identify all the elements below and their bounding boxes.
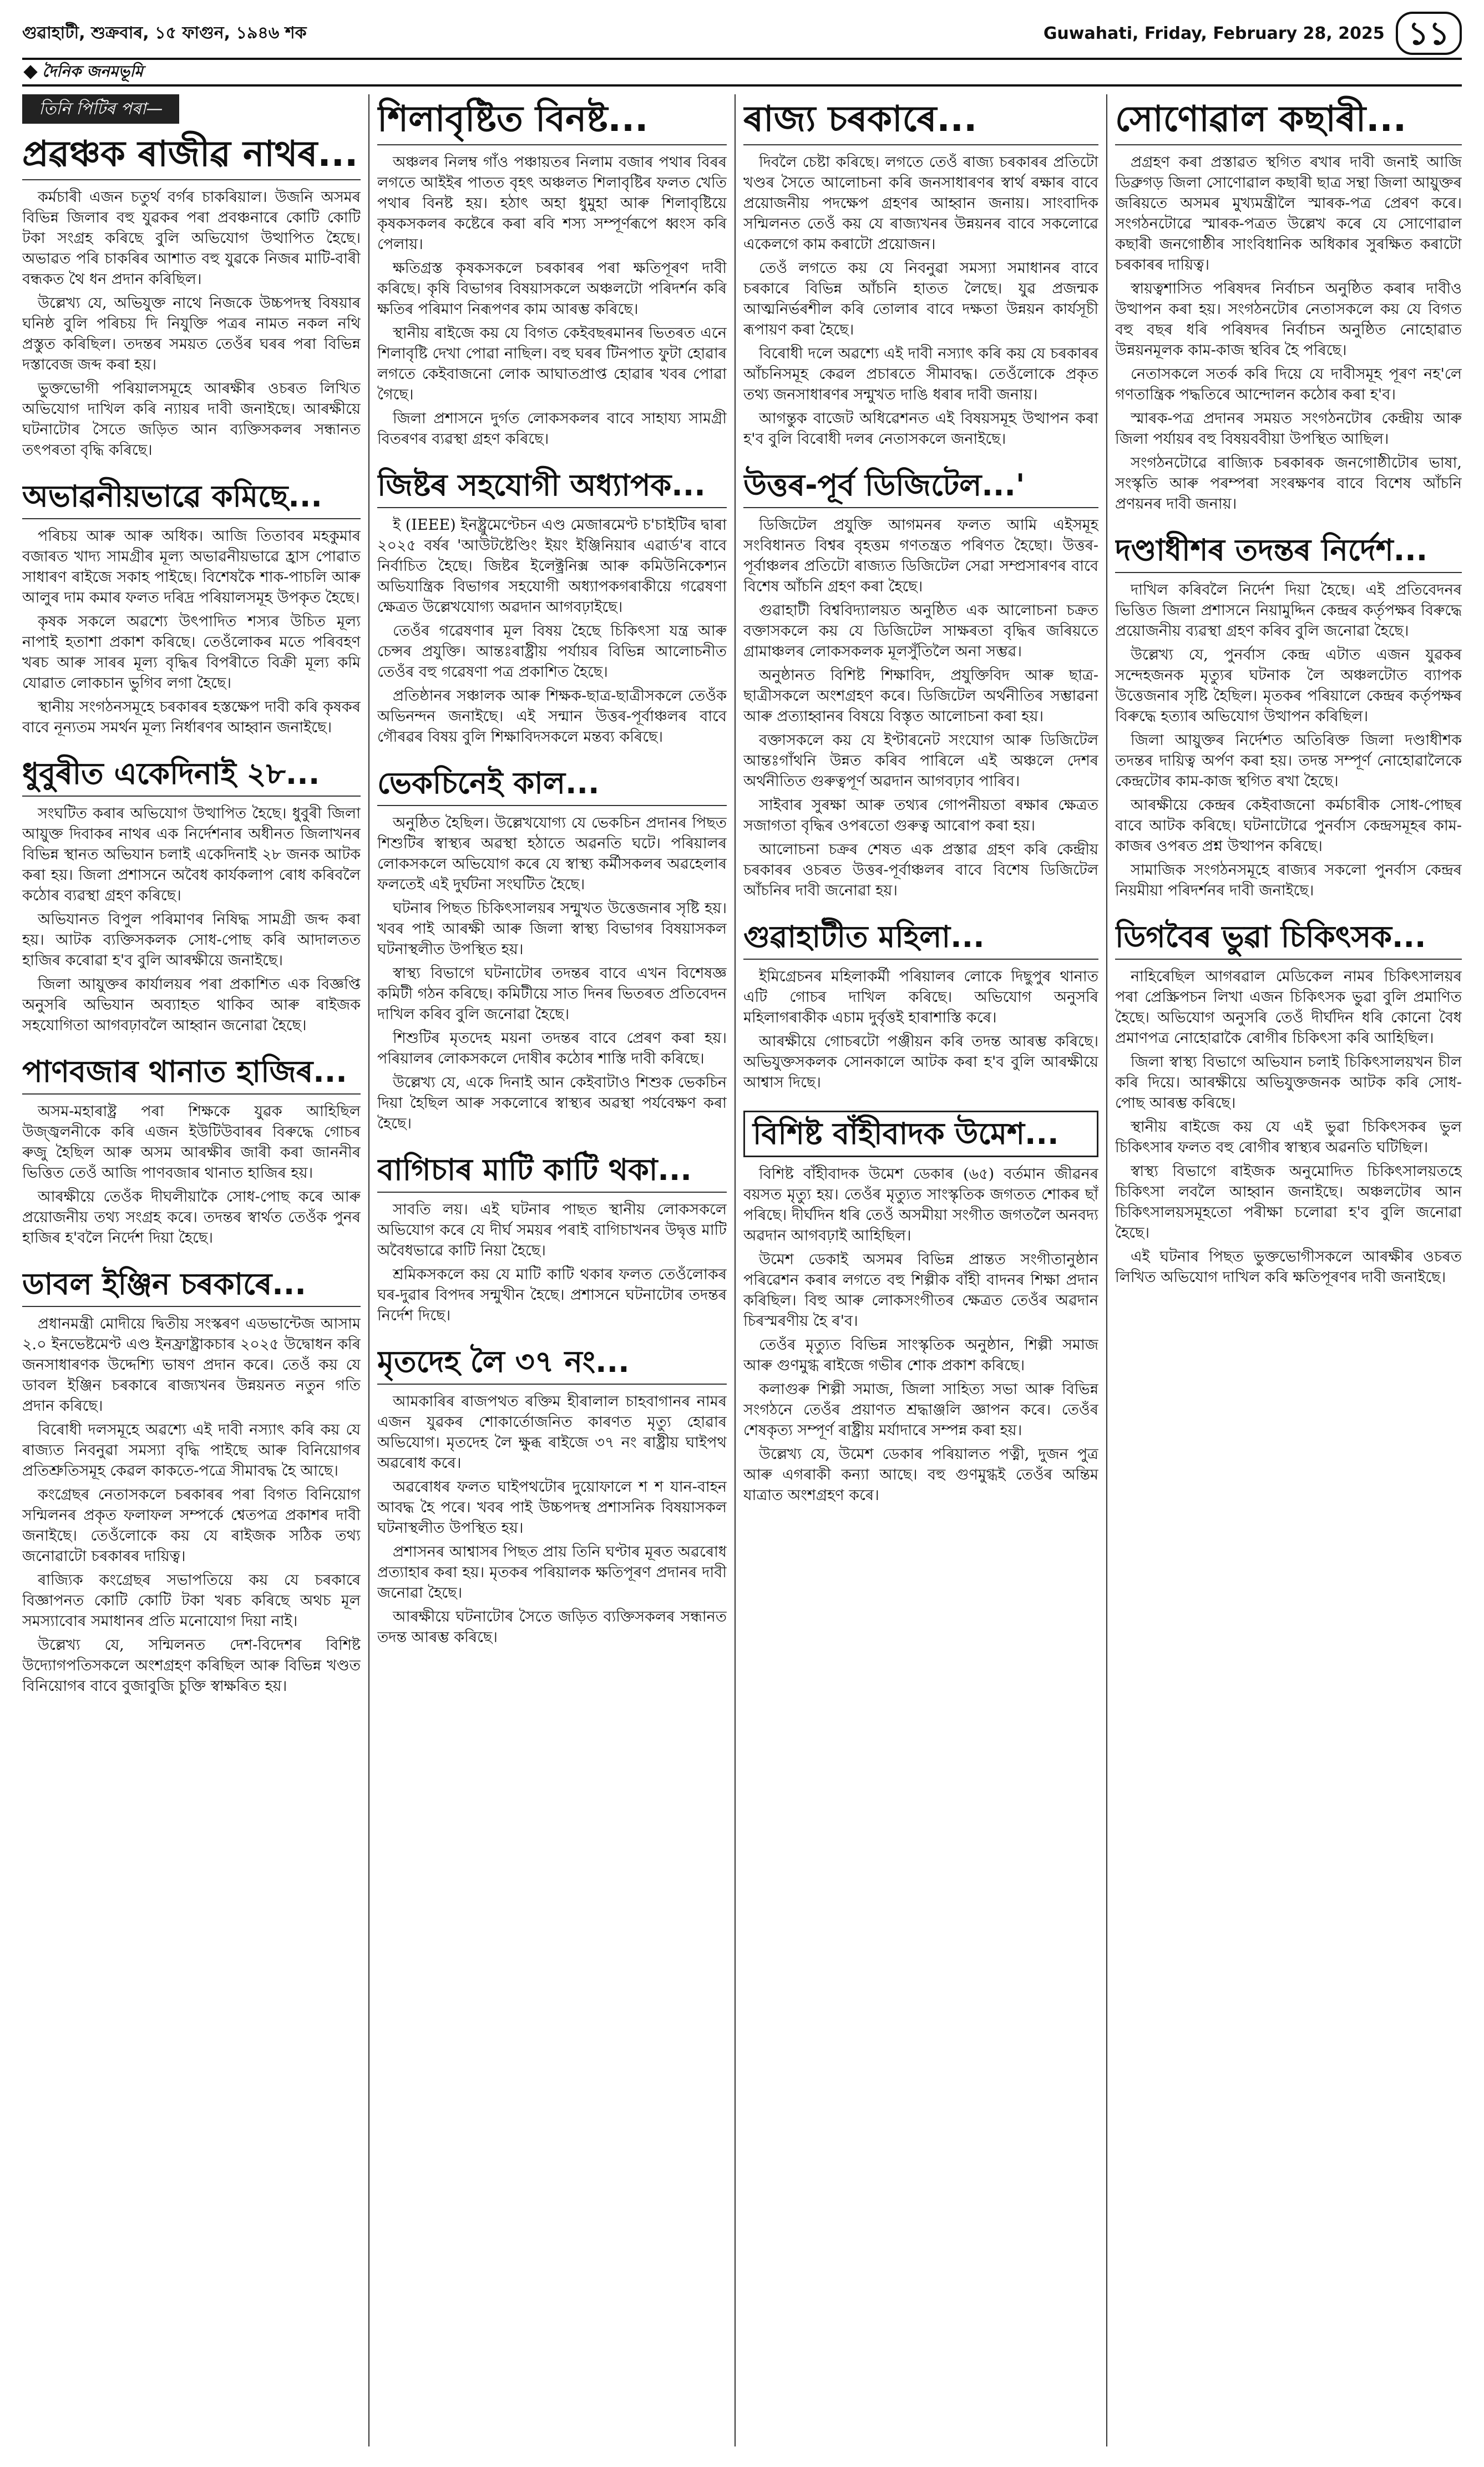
article-headline: পাণবজাৰ থানাত হাজিৰ... xyxy=(22,1053,361,1095)
article-headline: ৰাজ্য চৰকাৰে... xyxy=(743,98,1098,145)
column-4 xyxy=(1115,94,1462,2446)
article-headline: উত্তৰ-পূৰ্ব ডিজিটেল...' xyxy=(743,467,1098,508)
article-headline: বিশিষ্ট বাঁহীবাদক উমেশ... xyxy=(743,1111,1098,1157)
news-article xyxy=(377,1344,727,1651)
article-paragraph: সংঘটিত কৰাৰ অভিযোগ উত্থাপিত হৈছে। ধুবুৰী জিলা আয়ুক্ত দিবাকৰ নাথৰ এক নিৰ্দেশনাৰ অধীনত জিলাখনৰ বিভিন্ন স্থানত অভিযান চলাই একেদিনাই ২৮ জনক আটক কৰা হয়। জিলা প্ৰশাসনে অবৈধ কাৰ্যকলাপ ৰোধ কৰিবলৈ কঠোৰ ব্যৱস্থা গ্ৰহণ কৰিছে। xyxy=(22,805,361,904)
article-body xyxy=(22,1101,361,1252)
article-paragraph: স্মাৰক-পত্ৰ প্ৰদানৰ সময়ত সংগঠনটোৰ কেন্দ্ৰীয় আৰু জিলা পৰ্যায়ৰ বহু বিষয়ববীয়া উপস্থিত আছিল। xyxy=(1115,410,1462,448)
article-headline: ডিগবৈৰ ভুৱা চিকিৎসক... xyxy=(1115,919,1462,960)
news-article xyxy=(22,1266,361,1700)
article-paragraph: ইমিগ্ৰেচনৰ মহিলাকৰ্মী পৰিয়ালৰ লোকে দিছুপুৰ থানাত এটি গোচৰ দাখিল কৰিছে। অভিযোগ অনুসৰি মহিলাগৰাকীক এচাম দুৰ্বৃত্তই হাৰাশাস্তি কৰে। xyxy=(743,968,1098,1026)
news-article xyxy=(1115,532,1462,904)
article-paragraph: অসম-মহাৰাষ্ট্ৰ পৰা শিক্ষকে যুৱক আহিছিল উজ্জ্বলনীকে কৰি এজন ইউটিউবাৰৰ বিৰুদ্ধে গোচৰ ৰুজু হৈছিল আৰু অসম আৰক্ষীৰ জাৰী কৰা জাননীৰ ভিত্তিত তেওঁ আজি পাণবজাৰ থানাত হাজিৰ হয়। xyxy=(22,1103,361,1182)
article-paragraph: দাখিল কৰিবলৈ নিৰ্দেশ দিয়া হৈছে। এই প্ৰতিবেদনৰ ভিত্তিত জিলা প্ৰশাসনে নিয়ামুদ্দিন কেন্দ্ৰৰ কৰ্তৃপক্ষৰ বিৰুদ্ধে প্ৰয়োজনীয় ব্যৱস্থা গ্ৰহণ কৰিব বুলি জনোৱা হৈছে। xyxy=(1115,581,1462,640)
news-article xyxy=(1115,98,1462,518)
article-paragraph: আৰক্ষীয়ে ঘটনাটোৰ সৈতে জড়িত ব্যক্তিসকলৰ সন্ধানত তদন্ত আৰম্ভ কৰিছে। xyxy=(377,1608,727,1646)
article-paragraph: আমকাৰিৰ ৰাজপথত ৰক্তিম হীৰালাল চাহবাগানৰ নামৰ এজন যুৱকৰ শোকাৰ্তোজনিত কাৰণত মৃত্যু হোৱাৰ অভিযোগ। মৃতদেহ লৈ ক্ষুব্ধ ৰাইজে ৩৭ নং ৰাষ্ট্ৰীয় ঘাইপথ অৱৰোধ কৰে। xyxy=(377,1393,727,1472)
article-paragraph: ভুক্তভোগী পৰিয়ালসমূহে আৰক্ষীৰ ওচৰত লিখিত অভিযোগ দাখিল কৰি ন্যায়ৰ দাবী জনাইছে। আৰক্ষীয়ে ঘটনাটোৰ সৈতে জড়িত আন ব্যক্তিসকলৰ সন্ধানত তৎপৰতা বৃদ্ধি কৰিছে। xyxy=(22,380,361,459)
article-paragraph: নাহিৰেছিল আগৰৱাল মেডিকেল নামৰ চিকিৎসালয়ৰ পৰা প্ৰেস্ক্ৰিপচন লিখা এজন চিকিৎসক ভুৱা বুলি প্ৰমাণিত হৈছে। অভিযোগ অনুসৰি তেওঁ দীৰ্ঘদিন ধৰি কোনো বৈধ প্ৰমাণপত্ৰ নোহোৱাকৈ ৰোগীৰ চিকিৎসা কৰি আহিছিল। xyxy=(1115,968,1462,1047)
news-article xyxy=(22,133,361,464)
article-paragraph: উল্লেখ্য যে, একে দিনাই আন কেইবাটাও শিশুক ভেকচিন দিয়া হৈছিল আৰু সকলোৰে স্বাস্থ্যৰ অৱস্থা পৰ্যবেক্ষণ কৰা হৈছে। xyxy=(377,1074,727,1132)
article-paragraph: তেওঁৰ গৱেষণাৰ মূল বিষয় হৈছে চিকিৎসা যন্ত্ৰ আৰু চেন্সৰ প্ৰযুক্তি। আন্তঃৰাষ্ট্ৰীয় পৰ্যায়ৰ বিভিন্ন আলোচনীত তেওঁৰ বহু গৱেষণা পত্ৰ প্ৰকাশিত হৈছে। xyxy=(377,622,727,681)
article-body xyxy=(22,803,361,1039)
news-article xyxy=(377,467,727,751)
date-assamese: গুৱাহাটী, শুক্ৰবাৰ, ১৫ ফাগুন, ১৯৪৬ শক xyxy=(22,23,307,43)
news-article xyxy=(22,478,361,741)
section-bar xyxy=(22,58,1462,87)
article-paragraph: ই (IEEE) ইনষ্ট্ৰুমেণ্টেচন এণ্ড মেজাৰমেণ্ট চ'চাইটিৰ দ্বাৰা ২০২৫ বৰ্ষৰ 'আউটষ্টেণ্ডিং ইয়ং ইঞ্জিনিয়াৰ এৱাৰ্ড'ৰ বাবে নিৰ্বাচিত হৈছে। জিষ্টৰ ইলেক্ট্ৰনিক্স আৰু কমিউনিকেশ্যন অভিযান্ত্ৰিক বিভাগৰ সহযোগী অধ্যাপকগৰাকীয়ে গৱেষণা ক্ষেত্ৰত উল্লেখযোগ্য অৱদান আগবঢ়াইছে। xyxy=(377,516,727,616)
news-article xyxy=(1115,919,1462,1291)
article-paragraph: স্বাস্থ্য বিভাগে ঘটনাটোৰ তদন্তৰ বাবে এখন বিশেষজ্ঞ কমিটী গঠন কৰিছে। কমিটীয়ে সাত দিনৰ ভিতৰত প্ৰতিবেদন দাখিল কৰিব বুলি জনোৱা হৈছে। xyxy=(377,965,727,1023)
continued-kicker: তিনি পিটিৰ পৰা— xyxy=(22,94,179,124)
article-paragraph: সাবতি লয়। এই ঘটনাৰ পাছত স্থানীয় লোকসকলে অভিযোগ কৰে যে দীৰ্ঘ সময়ৰ পৰাই বাগিচাখনৰ উদ্বৃত্ত মাটি অবৈধভাৱে কাটি নিয়া হৈছে। xyxy=(377,1201,727,1259)
article-paragraph: তেওঁ লগতে কয় যে নিবনুৱা সমস্যা সমাধানৰ বাবে চৰকাৰে বিভিন্ন আঁচনি হাতত লৈছে। যুৱ প্ৰজন্মক আত্মনিৰ্ভৰশীল কৰি তোলাৰ বাবে দক্ষতা উন্নয়ন কাৰ্যসূচী ৰূপায়ণ কৰা হৈছে। xyxy=(743,260,1098,338)
article-paragraph: বক্তাসকলে কয় যে ইণ্টাৰনেট সংযোগ আৰু ডিজিটেল আন্তঃগাঁথনি উন্নত কৰিব পাৰিলে এই অঞ্চলে দেশৰ অৰ্থনীতিত গুৰুত্বপূৰ্ণ অৱদান আগবঢ়াব পাৰিব। xyxy=(743,732,1098,790)
article-headline: শিলাবৃষ্টিত বিনষ্ট... xyxy=(377,98,727,145)
column-divider xyxy=(368,94,369,2446)
article-paragraph: উল্লেখ্য যে, অভিযুক্ত নাথে নিজকে উচ্চপদস্থ বিষয়াৰ ঘনিষ্ঠ বুলি পৰিচয় দি নিযুক্তি পত্ৰৰ নামত নকল নথি প্ৰস্তুত কৰিছিল। তদন্তৰ সময়ত তেওঁৰ ঘৰৰ পৰা বিভিন্ন দস্তাবেজ জব্দ কৰা হয়। xyxy=(22,295,361,373)
article-body xyxy=(22,526,361,741)
article-paragraph: উল্লেখ্য যে, সন্মিলনত দেশ-বিদেশৰ বিশিষ্ট উদ্যোগপতিসকলে অংশগ্ৰহণ কৰিছিল আৰু বিভিন্ন খণ্ডত বিনিয়োগৰ বাবে বুজাবুজি চুক্তি স্বাক্ষৰিত হয়। xyxy=(22,1637,361,1695)
news-article xyxy=(377,1152,727,1329)
article-paragraph: অনুষ্ঠানত বিশিষ্ট শিক্ষাবিদ, প্ৰযুক্তিবিদ আৰু ছাত্ৰ-ছাত্ৰীসকলে অংশগ্ৰহণ কৰে। ডিজিটেল অৰ্থনীতিৰ সম্ভাৱনা আৰু প্ৰত্যাহ্বানৰ বিষয়ে বিস্তৃত আলোচনা কৰা হয়। xyxy=(743,667,1098,725)
article-paragraph: সাইবাৰ সুৰক্ষা আৰু তথ্যৰ গোপনীয়তা ৰক্ষাৰ ক্ষেত্ৰত সজাগতা বৃদ্ধিৰ ওপৰতো গুৰুত্ব আৰোপ কৰা হয়। xyxy=(743,797,1098,834)
page-number: ১১ xyxy=(1396,12,1462,55)
paper-name: দৈনিক জনমভূমি xyxy=(42,62,143,80)
article-paragraph: সামাজিক সংগঠনসমূহে ৰাজ্যৰ সকলো পুনৰ্বাস কেন্দ্ৰৰ নিয়মীয়া পৰিদৰ্শনৰ দাবী জনাইছে। xyxy=(1115,862,1462,899)
article-body xyxy=(22,1314,361,1700)
article-paragraph: ক্ষতিগ্ৰস্ত কৃষকসকলে চৰকাৰৰ পৰা ক্ষতিপূৰণ দাবী কৰিছে। কৃষি বিভাগৰ বিষয়াসকলে অঞ্চলটো পৰিদৰ্শন কৰি ক্ষতিৰ পৰিমাণ নিৰূপণৰ কাম আৰম্ভ কৰিছে। xyxy=(377,260,727,318)
article-paragraph: জিলা প্ৰশাসনে দুৰ্গত লোকসকলৰ বাবে সাহায্য সামগ্ৰী বিতৰণৰ ব্যৱস্থা গ্ৰহণ কৰিছে। xyxy=(377,410,727,448)
article-body xyxy=(377,1391,727,1651)
news-article xyxy=(743,467,1098,904)
column-2 xyxy=(377,94,727,2446)
article-paragraph: ঘটনাৰ পিছত চিকিৎসালয়ৰ সন্মুখত উত্তেজনাৰ সৃষ্টি হয়। খবৰ পাই আৰক্ষী আৰু জিলা স্বাস্থ্য বিভাগৰ বিষয়াসকল ঘটনাস্থলীত উপস্থিত হয়। xyxy=(377,900,727,958)
article-paragraph: এই ঘটনাৰ পিছত ভুক্তভোগীসকলে আৰক্ষীৰ ওচৰত লিখিত অভিযোগ দাখিল কৰি ক্ষতিপূৰণৰ দাবী জনাইছে। xyxy=(1115,1248,1462,1286)
article-paragraph: আৰক্ষীয়ে গোচৰটো পঞ্জীয়ন কৰি তদন্ত আৰম্ভ কৰিছে। অভিযুক্তসকলক সোনকালে আটক কৰা হ'ব বুলি আৰক্ষীয়ে আশ্বাস দিছে। xyxy=(743,1033,1098,1091)
article-headline: ডাবল ইঞ্জিন চৰকাৰে... xyxy=(22,1266,361,1307)
article-body xyxy=(743,966,1098,1096)
news-article xyxy=(743,98,1098,453)
article-paragraph: কলাগুৰু শিল্পী সমাজ, জিলা সাহিত্য সভা আৰু বিভিন্ন সংগঠনে তেওঁৰ প্ৰয়াণত শ্ৰদ্ধাঞ্জলি জ্ঞাপন কৰে। তেওঁৰ শেষকৃত্য সম্পূৰ্ণ ৰাষ্ট্ৰীয় মৰ্যাদাৰে সম্পন্ন কৰা হয়। xyxy=(743,1381,1098,1439)
article-paragraph: আৰক্ষীয়ে তেওঁক দীঘলীয়াকৈ সোধ-পোছ কৰে আৰু প্ৰয়োজনীয় তথ্য সংগ্ৰহ কৰে। তদন্তৰ স্বাৰ্থত তেওঁক পুনৰ হাজিৰ হ'বলৈ নিৰ্দেশ দিয়া হৈছে। xyxy=(22,1188,361,1247)
article-body xyxy=(22,187,361,464)
date-english: Guwahati, Friday, February 28, 2025 xyxy=(1043,23,1385,43)
article-paragraph: বিৰোধী দলে অৱশ্যে এই দাবী নস্যাৎ কৰি কয় যে চৰকাৰৰ আঁচনিসমূহ কেৱল প্ৰচাৰতে সীমাবদ্ধ। তেওঁলোকে প্ৰকৃত তথ্য জনসাধাৰণৰ সন্মুখত দাঙি ধৰাৰ দাবী জনায়। xyxy=(743,345,1098,403)
masthead-right xyxy=(1044,12,1462,55)
article-body xyxy=(377,515,727,751)
column-divider xyxy=(735,94,736,2446)
masthead xyxy=(22,11,1462,55)
news-article xyxy=(377,98,727,453)
article-paragraph: কংগ্ৰেছৰ নেতাসকলে চৰকাৰৰ পৰা বিগত বিনিয়োগ সন্মিলনৰ প্ৰকৃত ফলাফল সম্পৰ্কে শ্বেতপত্ৰ প্ৰকাশৰ দাবী জনাইছে। তেওঁলোকে কয় যে ৰাইজক সঠিক তথ্য জনোৱাটো চৰকাৰৰ দায়িত্ব। xyxy=(22,1486,361,1565)
article-headline: সোণোৱাল কছাৰী... xyxy=(1115,98,1462,145)
news-article xyxy=(22,756,361,1039)
article-paragraph: স্থানীয় ৰাইজে কয় যে বিগত কেইবছৰমানৰ ভিতৰত এনে শিলাবৃষ্টি দেখা পোৱা নাছিল। বহু ঘৰৰ টিনপাত ফুটা হোৱাৰ লগতে কেইবাজনো লোক আঘাতপ্ৰাপ্ত হোৱাৰ খবৰ পোৱা গৈছে। xyxy=(377,325,727,403)
article-paragraph: আলোচনা চক্ৰৰ শেষত এক প্ৰস্তাৱ গ্ৰহণ কৰি কেন্দ্ৰীয় চৰকাৰৰ ওচৰত উত্তৰ-পূৰ্বাঞ্চলৰ বাবে বিশেষ ডিজিটেল আঁচনিৰ দাবী জনোৱা হয়। xyxy=(743,841,1098,899)
article-paragraph: অৱৰোধৰ ফলত ঘাইপথটোৰ দুয়োফালে শ শ যান-বাহন আবদ্ধ হৈ পৰে। খবৰ পাই উচ্চপদস্থ প্ৰশাসনিক বিষয়াসকল ঘটনাস্থলীত উপস্থিত হয়। xyxy=(377,1478,727,1537)
article-body xyxy=(1115,966,1462,1291)
article-paragraph: স্থানীয় সংগঠনসমূহে চৰকাৰৰ হস্তক্ষেপ দাবী কৰি কৃষকৰ বাবে নূন্যতম সমৰ্থন মূল্য নিৰ্ধাৰণৰ আহ্বান জনাইছে। xyxy=(22,698,361,736)
article-paragraph: স্থানীয় ৰাইজে কয় যে এই ভুৱা চিকিৎসকৰ ভুল চিকিৎসাৰ ফলত বহু ৰোগীৰ স্বাস্থ্যৰ অৱনতি ঘটিছিল। xyxy=(1115,1118,1462,1156)
article-headline: বাগিচাৰ মাটি কাটি থকা... xyxy=(377,1152,727,1193)
article-paragraph: আৰক্ষীয়ে কেন্দ্ৰৰ কেইবাজনো কৰ্মচাৰীক সোধ-পোছৰ বাবে আটক কৰিছে। ঘটনাটোৱে পুনৰ্বাস কেন্দ্ৰসমূহৰ কাম-কাজৰ ওপৰত প্ৰশ্ন উত্থাপন কৰিছে। xyxy=(1115,797,1462,855)
article-paragraph: জিলা স্বাস্থ্য বিভাগে অভিযান চলাই চিকিৎসালয়খন চীল কৰি দিয়ে। আৰক্ষীয়ে অভিযুক্তজনক আটক কৰি সোধ-পোছ আৰম্ভ কৰিছে। xyxy=(1115,1053,1462,1112)
article-paragraph: অনুষ্ঠিত হৈছিল। উল্লেখযোগ্য যে ভেকচিন প্ৰদানৰ পিছত শিশুটিৰ স্বাস্থ্যৰ অৱস্থা হঠাতে অৱনতি ঘটে। পৰিয়ালৰ লোকসকলে অভিযোগ কৰে যে স্বাস্থ্য কৰ্মীসকলৰ অৱহেলাৰ ফলতেই এই দুৰ্ঘটনা সংঘটিত হৈছে। xyxy=(377,814,727,893)
article-headline: ভেকচিনেই কাল... xyxy=(377,765,727,806)
article-paragraph: দিবলৈ চেষ্টা কৰিছে। লগতে তেওঁ ৰাজ্য চৰকাৰৰ প্ৰতিটো খণ্ডৰ সৈতে আলোচনা কৰি জনসাধাৰণৰ স্বাৰ্থ ৰক্ষাৰ বাবে প্ৰয়োজনীয় পদক্ষেপ গ্ৰহণৰ আহ্বান জনায়। সাংবাদিক সন্মিলনত তেওঁ কয় যে ৰাজ্যখনৰ উন্নয়নৰ বাবে সকলোৱে একেলগে কাম কৰাটো প্ৰয়োজন। xyxy=(743,154,1098,253)
article-body xyxy=(743,515,1098,904)
article-paragraph: ৰাজ্যিক কংগ্ৰেছৰ সভাপতিয়ে কয় যে চৰকাৰে বিজ্ঞাপনত কোটি কোটি টকা খৰচ কৰিছে অথচ মূল সমস্যাবোৰ সমাধানৰ প্ৰতি মনোযোগ দিয়া নাই। xyxy=(22,1572,361,1630)
article-paragraph: স্বায়ত্বশাসিত পৰিষদৰ নিৰ্বাচন অনুষ্ঠিত কৰাৰ দাবীও উত্থাপন কৰা হয়। সংগঠনটোৰ নেতাসকলে কয় যে বিগত বহু বছৰ ধৰি পৰিষদৰ নিৰ্বাচন অনুষ্ঠিত নোহোৱাত উন্নয়নমূলক কাম-কাজ স্থবিৰ হৈ পৰিছে। xyxy=(1115,280,1462,359)
diamond-icon xyxy=(23,65,37,79)
article-paragraph: অভিযানত বিপুল পৰিমাণৰ নিষিদ্ধ সামগ্ৰী জব্দ কৰা হয়। আটক ব্যক্তিসকলক সোধ-পোছ কৰি আদালতত হাজিৰ কৰোৱা হ'ব বুলি আৰক্ষীয়ে জনাইছে। xyxy=(22,911,361,969)
news-article xyxy=(743,919,1098,1096)
column-1 xyxy=(22,94,361,2446)
article-body xyxy=(1115,152,1462,518)
article-paragraph: নেতাসকলে সতৰ্ক কৰি দিয়ে যে দাবীসমূহ পূৰণ নহ'লে গণতান্ত্ৰিক পদ্ধতিৰে আন্দোলন কঠোৰ কৰা হ'ব। xyxy=(1115,366,1462,403)
news-article xyxy=(22,1053,361,1252)
article-paragraph: শিশুটিৰ মৃতদেহ ময়না তদন্তৰ বাবে প্ৰেৰণ কৰা হয়। পৰিয়ালৰ লোকসকলে দোষীৰ কঠোৰ শাস্তি দাবী কৰিছে। xyxy=(377,1030,727,1067)
article-paragraph: জিলা আয়ুক্তৰ কাৰ্যালয়ৰ পৰা প্ৰকাশিত এক বিজ্ঞপ্তি অনুসৰি অভিযান অব্যাহত থাকিব আৰু ৰাইজক সহযোগিতা আগবঢ়াবলৈ আহ্বান জনোৱা হৈছে। xyxy=(22,976,361,1034)
news-article xyxy=(743,1111,1098,1509)
article-body xyxy=(743,152,1098,453)
article-body xyxy=(743,1164,1098,1509)
article-paragraph: গুৱাহাটী বিশ্ববিদ্যালয়ত অনুষ্ঠিত এক আলোচনা চক্ৰত বক্তাসকলে কয় যে ডিজিটেল সাক্ষৰতা বৃদ্ধিৰ জৰিয়তে গ্ৰামাঞ্চলৰ লোকসকলক মূলসুঁতিলৈ অনা সম্ভৱ। xyxy=(743,602,1098,660)
news-article xyxy=(377,765,727,1137)
article-paragraph: অঞ্চলৰ নিলম্ব গাঁও পঞ্চায়তৰ নিলাম বজাৰ পথাৰ বিৰৰ লগতে আইইৰ পাতত বৃহৎ অঞ্চলত শিলাবৃষ্টিৰ ফলত খেতি পথাৰ বিনষ্ট হয়। হঠাৎ অহা ধুমুহা আৰু শিলাবৃষ্টিয়ে কৃষকসকলৰ কষ্টেৰে কৰা ৰবি শস্য সম্পূৰ্ণৰূপে ধ্বংস কৰি পেলায়। xyxy=(377,154,727,253)
article-body xyxy=(377,1199,727,1329)
article-paragraph: ডিজিটেল প্ৰযুক্তি আগমনৰ ফলত আমি এইসমূহ সংবিধানত বিশ্বৰ বৃহত্তম গণতন্ত্ৰত পৰিণত হৈছো। উত্তৰ-পূৰ্বাঞ্চলৰ প্ৰতিটো ৰাজ্যত ডিজিটেল সেৱা সম্প্ৰসাৰণৰ বাবে বিশেষ আঁচনি গ্ৰহণ কৰা হৈছে। xyxy=(743,516,1098,595)
column-3 xyxy=(743,94,1098,2446)
article-paragraph: পৰিচয় আৰু আৰু অধিক। আজি তিতাবৰ মহকুমাৰ বজাৰত খাদ্য সামগ্ৰীৰ মূল্য অভাৱনীয়ভাৱে হ্ৰাস পোৱাত সাধাৰণ ৰাইজে সকাহ পাইছে। বিশেষকৈ শাক-পাচলি আৰু আলুৰ দাম কমাৰ ফলত দৰিদ্ৰ পৰিয়ালসমূহ উপকৃত হৈছে। xyxy=(22,528,361,606)
article-paragraph: প্ৰতিষ্ঠানৰ সঞ্চালক আৰু শিক্ষক-ছাত্ৰ-ছাত্ৰীসকলে তেওঁক অভিনন্দন জনাইছে। এই সন্মান উত্তৰ-পূৰ্বাঞ্চলৰ বাবে গৌৰৱৰ বিষয় বুলি শিক্ষাবিদসকলে মন্তব্য কৰিছে। xyxy=(377,687,727,746)
article-headline: প্ৰৱঞ্চক ৰাজীৱ নাথৰ... xyxy=(22,133,361,180)
article-headline: মৃতদেহ লৈ ৩৭ নং... xyxy=(377,1344,727,1385)
article-paragraph: প্ৰগ্ৰহণ কৰা প্ৰস্তাৱত স্থগিত ৰখাৰ দাবী জনাই আজি ডিব্ৰুগড় জিলা সোণোৱাল কছাৰী ছাত্ৰ সন্থা জিলা আয়ুক্তৰ জৰিয়তে অসমৰ মুখ্যমন্ত্ৰীলৈ স্মাৰক-পত্ৰ প্ৰেৰণ কৰে। সংগঠনটোৱে স্মাৰক-পত্ৰত উল্লেখ কৰে যে সোণোৱাল কছাৰী জনগোষ্ঠীৰ সাংবিধানিক অধিকাৰ সুৰক্ষিত কৰাটো চৰকাৰৰ দায়িত্ব। xyxy=(1115,154,1462,273)
article-headline: গুৱাহাটীত মহিলা... xyxy=(743,919,1098,960)
article-paragraph: স্বাস্থ্য বিভাগে ৰাইজক অনুমোদিত চিকিৎসালয়তহে চিকিৎসা লবলৈ আহ্বান জনাইছে। অঞ্চলটোৰ আন চিকিৎসালয়সমূহতো পৰীক্ষা চলোৱা হ'ব বুলি জনোৱা হৈছে। xyxy=(1115,1163,1462,1242)
article-paragraph: প্ৰশাসনৰ আশ্বাসৰ পিছত প্ৰায় তিনি ঘণ্টাৰ মূৰত অৱৰোধ প্ৰত্যাহাৰ কৰা হয়। মৃতকৰ পৰিয়ালক ক্ষতিপূৰণ প্ৰদানৰ দাবী জনোৱা হৈছে। xyxy=(377,1543,727,1602)
article-paragraph: জিলা আয়ুক্তৰ নিৰ্দেশত অতিৰিক্ত জিলা দণ্ডাধীশক তদন্তৰ দায়িত্ব অৰ্পণ কৰা হয়। তদন্ত সম্পূৰ্ণ নোহোৱালৈকে কেন্দ্ৰটোৰ কাম-কাজ স্থগিত ৰখা হৈছে। xyxy=(1115,732,1462,790)
article-paragraph: কৰ্মচাৰী এজন চতুৰ্থ বৰ্গৰ চাকৰিয়াল। উজনি অসমৰ বিভিন্ন জিলাৰ বহু যুৱকৰ পৰা প্ৰবঞ্চনাৰে কোটি কোটি টকা সংগ্ৰহ কৰিছে বুলি অভিযোগ উত্থাপিত হৈছে। অভাৱত পৰি চাকৰিৰ আশাত বহু যুৱকে নিজৰ মাটি-বাৰী বন্ধকত থৈ ধন প্ৰদান কৰিছিল। xyxy=(22,189,361,288)
article-body xyxy=(377,813,727,1137)
article-headline: ধুবুৰীত একেদিনাই ২৮... xyxy=(22,756,361,797)
article-paragraph: বিশিষ্ট বাঁহীবাদক উমেশ ডেকাৰ (৬৫) বৰ্তমান জীৱনৰ বয়সত মৃত্যু হয়। তেওঁৰ মৃত্যুত সাংস্কৃতিক জগতত শোকৰ ছাঁ পৰিছে। দীৰ্ঘদিন ধৰি তেওঁ অসমীয়া সংগীত জগতলৈ অনবদ্য অৱদান আগবঢ়াই আহিছিল। xyxy=(743,1166,1098,1244)
article-paragraph: সংগঠনটোৱে ৰাজ্যিক চৰকাৰক জনগোষ্ঠীটোৰ ভাষা, সংস্কৃতি আৰু পৰম্পৰা সংৰক্ষণৰ বাবে বিশেষ আঁচনি প্ৰণয়নৰ দাবী জনায়। xyxy=(1115,454,1462,513)
article-headline: অভাৱনীয়ভাৱে কমিছে... xyxy=(22,478,361,519)
article-headline: দণ্ডাধীশৰ তদন্তৰ নিৰ্দেশ... xyxy=(1115,532,1462,573)
article-paragraph: উল্লেখ্য যে, পুনৰ্বাস কেন্দ্ৰ এটাত এজন যুৱকৰ সন্দেহজনক মৃত্যুৰ ঘটনাক লৈ অঞ্চলটোত ব্যাপক উত্তেজনাৰ সৃষ্টি হৈছিল। মৃতকৰ পৰিয়ালে কেন্দ্ৰৰ কৰ্তৃপক্ষৰ বিৰুদ্ধে হত্যাৰ অভিযোগ উত্থাপন কৰিছিল। xyxy=(1115,646,1462,725)
article-paragraph: বিৰোধী দলসমূহে অৱশ্যে এই দাবী নস্যাৎ কৰি কয় যে ৰাজ্যত নিবনুৱা সমস্যা বৃদ্ধি পাইছে আৰু বিনিয়োগৰ প্ৰতিশ্ৰুতিসমূহ কেৱল কাকতে-পত্ৰে সীমাবদ্ধ হৈ আছে। xyxy=(22,1421,361,1480)
article-paragraph: আগন্তুক বাজেট অধিৱেশনত এই বিষয়সমূহ উত্থাপন কৰা হ'ব বুলি বিৰোধী দলৰ নেতাসকলে জনাইছে। xyxy=(743,410,1098,448)
article-paragraph: প্ৰধানমন্ত্ৰী মোদীয়ে দ্বিতীয় সংস্কৰণ এডভান্টেজ আসাম ২.০ ইনভেষ্টমেণ্ট এণ্ড ইনফ্ৰাষ্ট্ৰাকচাৰ ২০২৫ উদ্বোধন কৰি জনসাধাৰণক উদ্দেশ্যি ভাষণ প্ৰদান কৰে। তেওঁ কয় যে ডাবল ইঞ্জিন চৰকাৰে ৰাজ্যখনৰ উন্নয়নত নতুন গতি প্ৰদান কৰিছে। xyxy=(22,1315,361,1415)
column-divider xyxy=(1106,94,1107,2446)
article-paragraph: উমেশ ডেকাই অসমৰ বিভিন্ন প্ৰান্তত সংগীতানুষ্ঠান পৰিৱেশন কৰাৰ লগতে বহু শিল্পীক বাঁহী বাদনৰ শিক্ষা প্ৰদান কৰিছিল। বিহু আৰু লোকসংগীতৰ ক্ষেত্ৰত তেওঁৰ অৱদান চিৰস্মৰণীয় হৈ ৰ'ব। xyxy=(743,1251,1098,1330)
article-body xyxy=(377,152,727,453)
article-headline: জিষ্টৰ সহযোগী অধ্যাপক... xyxy=(377,467,727,508)
article-paragraph: উল্লেখ্য যে, উমেশ ডেকাৰ পৰিয়ালত পত্নী, দুজন পুত্ৰ আৰু এগৰাকী কন্যা আছে। বহু গুণমুগ্ধই তেওঁৰ অন্তিম যাত্ৰাত অংশগ্ৰহণ কৰে। xyxy=(743,1446,1098,1504)
article-body xyxy=(1115,580,1462,904)
article-paragraph: কৃষক সকলে অৱশ্যে উৎপাদিত শস্যৰ উচিত মূল্য নাপাই হতাশা প্ৰকাশ কৰিছে। তেওঁলোকৰ মতে পৰিবহণ খৰচ আৰু সাৰৰ মূল্য বৃদ্ধিৰ বিপৰীতে বিক্ৰী মূল্য কমি যোৱাত লোকচান ভুগিব লগা হৈছে। xyxy=(22,613,361,692)
article-paragraph: শ্ৰমিকসকলে কয় যে মাটি কাটি থকাৰ ফলত তেওঁলোকৰ ঘৰ-দুৱাৰ বিপদৰ সন্মুখীন হৈছে। প্ৰশাসনে ঘটনাটোৰ তদন্তৰ নিৰ্দেশ দিছে। xyxy=(377,1266,727,1324)
article-paragraph: তেওঁৰ মৃত্যুত বিভিন্ন সাংস্কৃতিক অনুষ্ঠান, শিল্পী সমাজ আৰু গুণমুগ্ধ ৰাইজে গভীৰ শোক প্ৰকাশ কৰিছে। xyxy=(743,1336,1098,1374)
